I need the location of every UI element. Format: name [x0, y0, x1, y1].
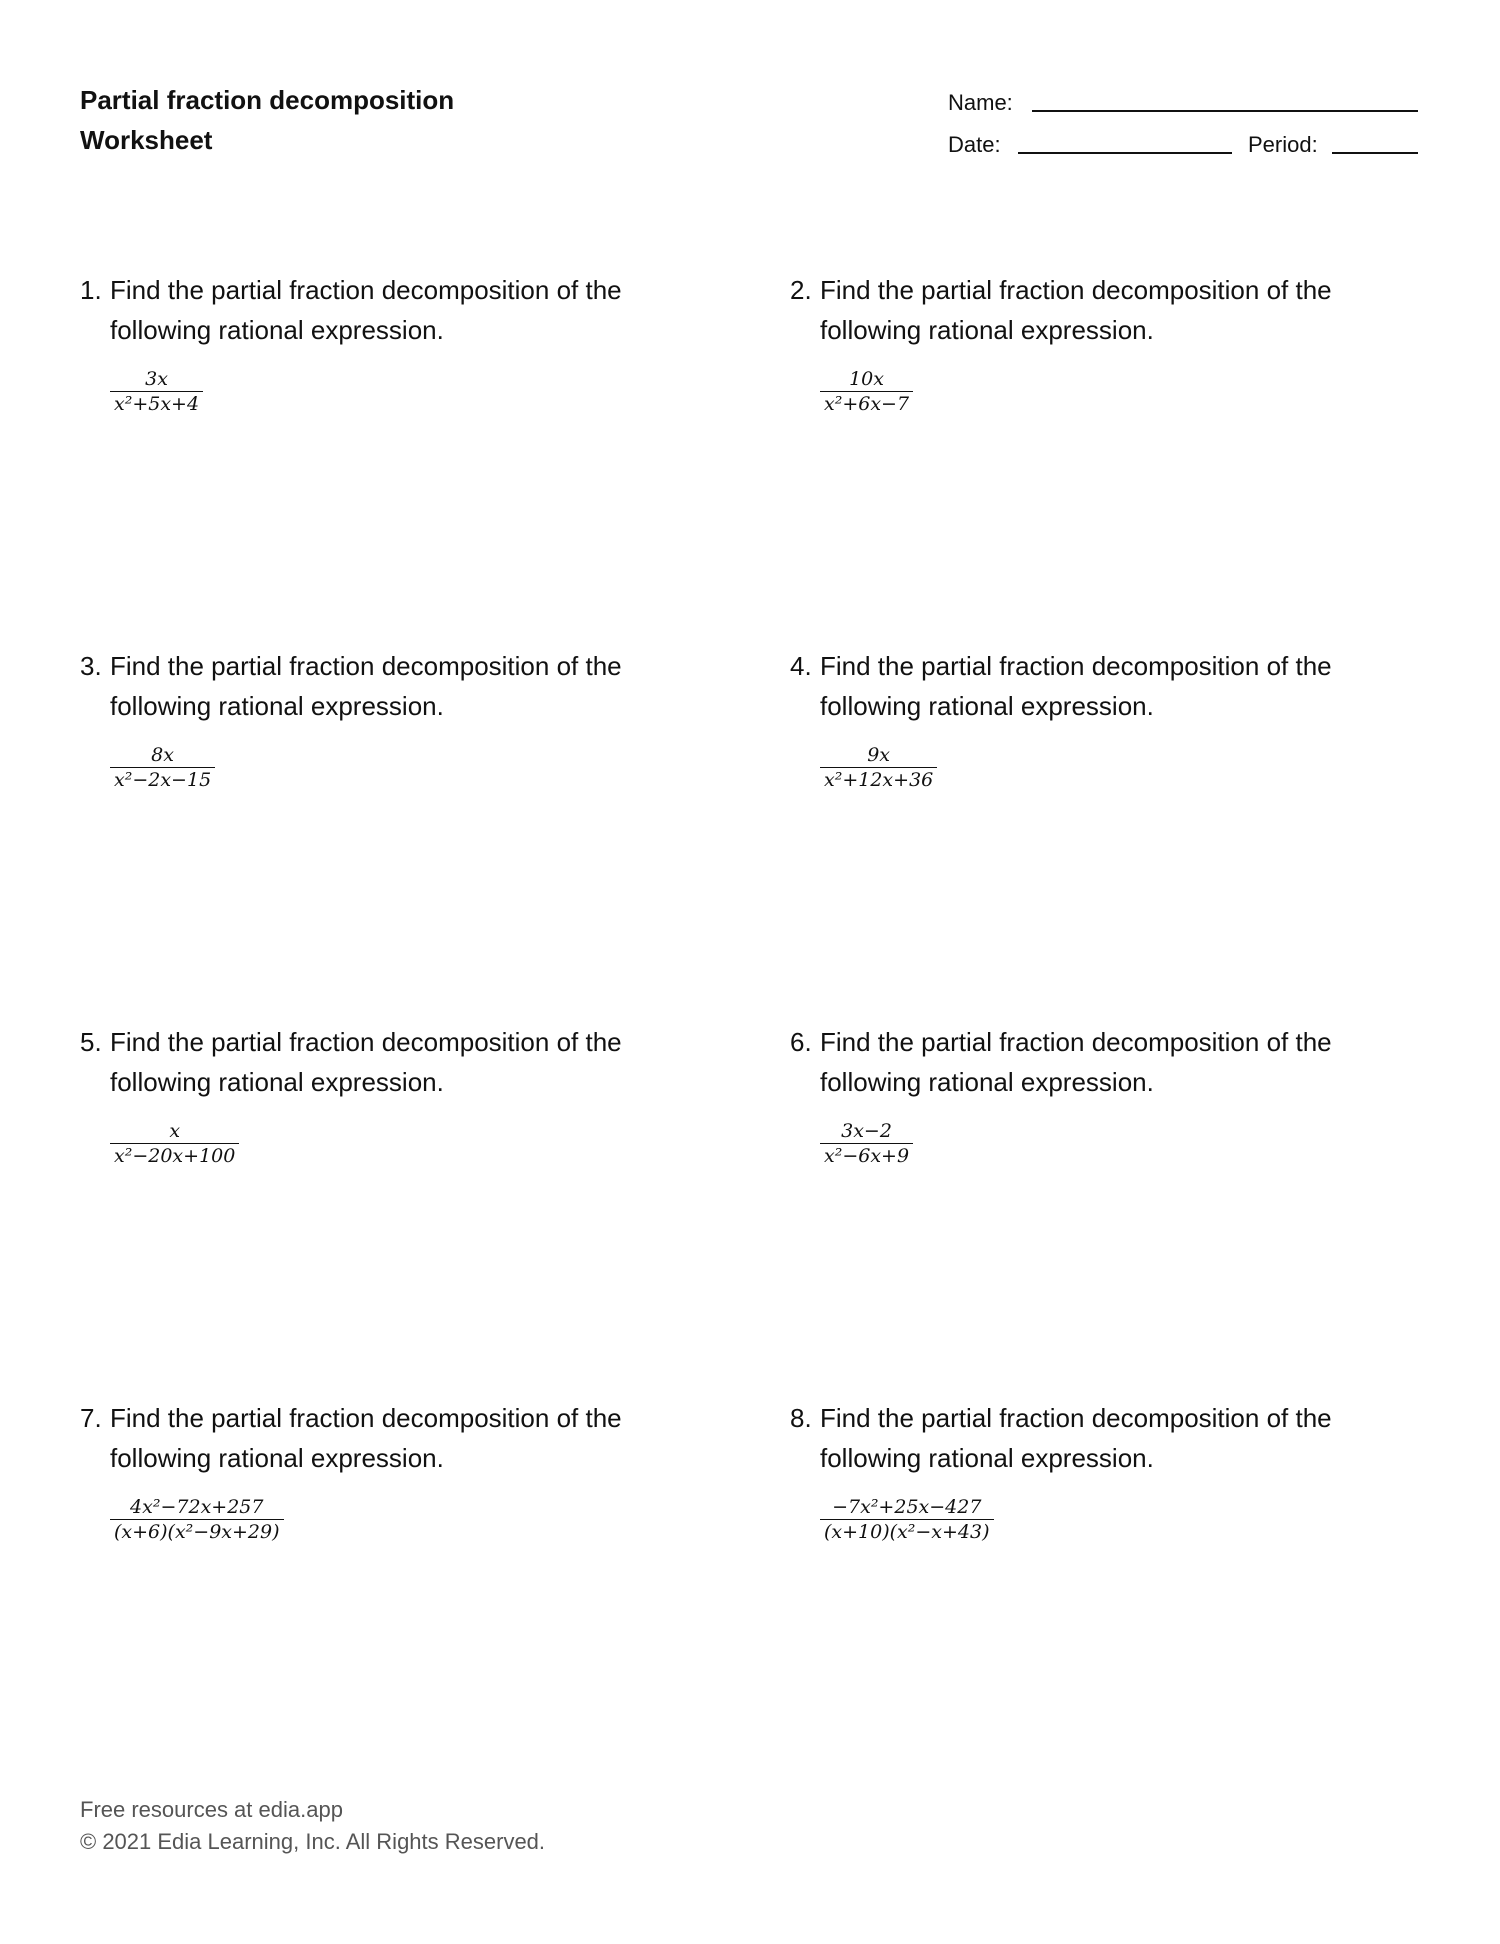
- period-field-line[interactable]: [1332, 152, 1418, 154]
- problem-8-denominator: (x+10)(x²−x+43): [824, 1521, 990, 1543]
- problem-1: [80, 270, 700, 415]
- problem-8-number: 8.: [790, 1403, 812, 1433]
- problem-1-numerator: 3x: [110, 368, 203, 392]
- problem-8: [790, 1398, 1410, 1543]
- problem-1-line-2: following rational expression.: [110, 315, 444, 345]
- problem-5-line-1: Find the partial fraction decomposition of the: [110, 1027, 622, 1057]
- problem-2-number: 2.: [790, 275, 812, 305]
- problem-7-fraction: [110, 1496, 284, 1543]
- problem-7-line-2: following rational expression.: [110, 1443, 444, 1473]
- student-info-fields: [948, 86, 1418, 170]
- problem-6-text: [790, 1022, 1410, 1102]
- problem-2-line-1: Find the partial fraction decomposition of the: [820, 275, 1332, 305]
- problem-7-numerator: 4x²−72x+257: [110, 1496, 284, 1520]
- problem-3-line-1: Find the partial fraction decomposition of the: [110, 651, 622, 681]
- problem-8-line-1: Find the partial fraction decomposition of the: [820, 1403, 1332, 1433]
- problem-3-number: 3.: [80, 651, 102, 681]
- problem-5-denominator: x²−20x+100: [114, 1145, 236, 1167]
- problem-4-number: 4.: [790, 651, 812, 681]
- date-field-line[interactable]: [1018, 152, 1232, 154]
- problem-1-text: [80, 270, 700, 350]
- problem-4-text: [790, 646, 1410, 726]
- footer-copyright: © 2021 Edia Learning, Inc. All Rights Reserved.: [80, 1829, 546, 1854]
- problem-3-denominator: x²−2x−15: [114, 769, 212, 791]
- problem-4-fraction: [820, 744, 937, 791]
- problem-2-line-2: following rational expression.: [820, 315, 1154, 345]
- name-label: Name:: [948, 90, 1013, 115]
- problem-7-number: 7.: [80, 1403, 102, 1433]
- name-field-row: [948, 86, 1418, 128]
- title-line-2: Worksheet: [80, 125, 213, 155]
- problem-6-line-1: Find the partial fraction decomposition of the: [820, 1027, 1332, 1057]
- problem-7-denominator: (x+6)(x²−9x+29): [114, 1521, 280, 1543]
- problem-6-numerator: 3x−2: [820, 1120, 913, 1144]
- problem-6-number: 6.: [790, 1027, 812, 1057]
- problem-1-denominator: x²+5x+4: [114, 393, 200, 415]
- problem-4-line-1: Find the partial fraction decomposition of the: [820, 651, 1332, 681]
- problem-5-line-2: following rational expression.: [110, 1067, 444, 1097]
- problem-3-fraction: [110, 744, 215, 791]
- date-label: Date:: [948, 132, 1001, 157]
- problem-6-fraction: [820, 1120, 913, 1167]
- problem-8-numerator: −7x²+25x−427: [820, 1496, 994, 1520]
- problem-5: [80, 1022, 700, 1167]
- problem-6: [790, 1022, 1410, 1167]
- problem-2-text: [790, 270, 1410, 350]
- problem-5-fraction: [110, 1120, 239, 1167]
- problem-3-numerator: 8x: [110, 744, 215, 768]
- problem-4: [790, 646, 1410, 791]
- problem-3-text: [80, 646, 700, 726]
- problem-1-fraction: [110, 368, 203, 415]
- problem-2-numerator: 10x: [820, 368, 913, 392]
- problem-5-text: [80, 1022, 700, 1102]
- problem-8-fraction: [820, 1496, 994, 1543]
- name-field-line[interactable]: [1032, 110, 1418, 112]
- title-line-1: Partial fraction decomposition: [80, 85, 455, 115]
- problem-7: [80, 1398, 700, 1543]
- problem-2-fraction: [820, 368, 913, 415]
- problem-6-denominator: x²−6x+9: [824, 1145, 910, 1167]
- problem-1-number: 1.: [80, 275, 102, 305]
- period-label: Period:: [1248, 132, 1318, 157]
- problem-4-denominator: x²+12x+36: [824, 769, 934, 791]
- problem-5-numerator: x: [110, 1120, 239, 1144]
- date-period-row: [948, 128, 1418, 170]
- problem-1-line-1: Find the partial fraction decomposition of the: [110, 275, 622, 305]
- problem-3-line-2: following rational expression.: [110, 691, 444, 721]
- problem-7-line-1: Find the partial fraction decomposition of the: [110, 1403, 622, 1433]
- problem-4-line-2: following rational expression.: [820, 691, 1154, 721]
- problem-5-number: 5.: [80, 1027, 102, 1057]
- problem-6-line-2: following rational expression.: [820, 1067, 1154, 1097]
- problem-2: [790, 270, 1410, 415]
- problem-2-denominator: x²+6x−7: [824, 393, 910, 415]
- problem-8-text: [790, 1398, 1410, 1478]
- problem-4-numerator: 9x: [820, 744, 937, 768]
- footer-resources-link[interactable]: Free resources at edia.app: [80, 1797, 343, 1822]
- problem-7-text: [80, 1398, 700, 1478]
- footer: [80, 1794, 545, 1858]
- worksheet-title: [80, 80, 454, 160]
- problem-8-line-2: following rational expression.: [820, 1443, 1154, 1473]
- problem-3: [80, 646, 700, 791]
